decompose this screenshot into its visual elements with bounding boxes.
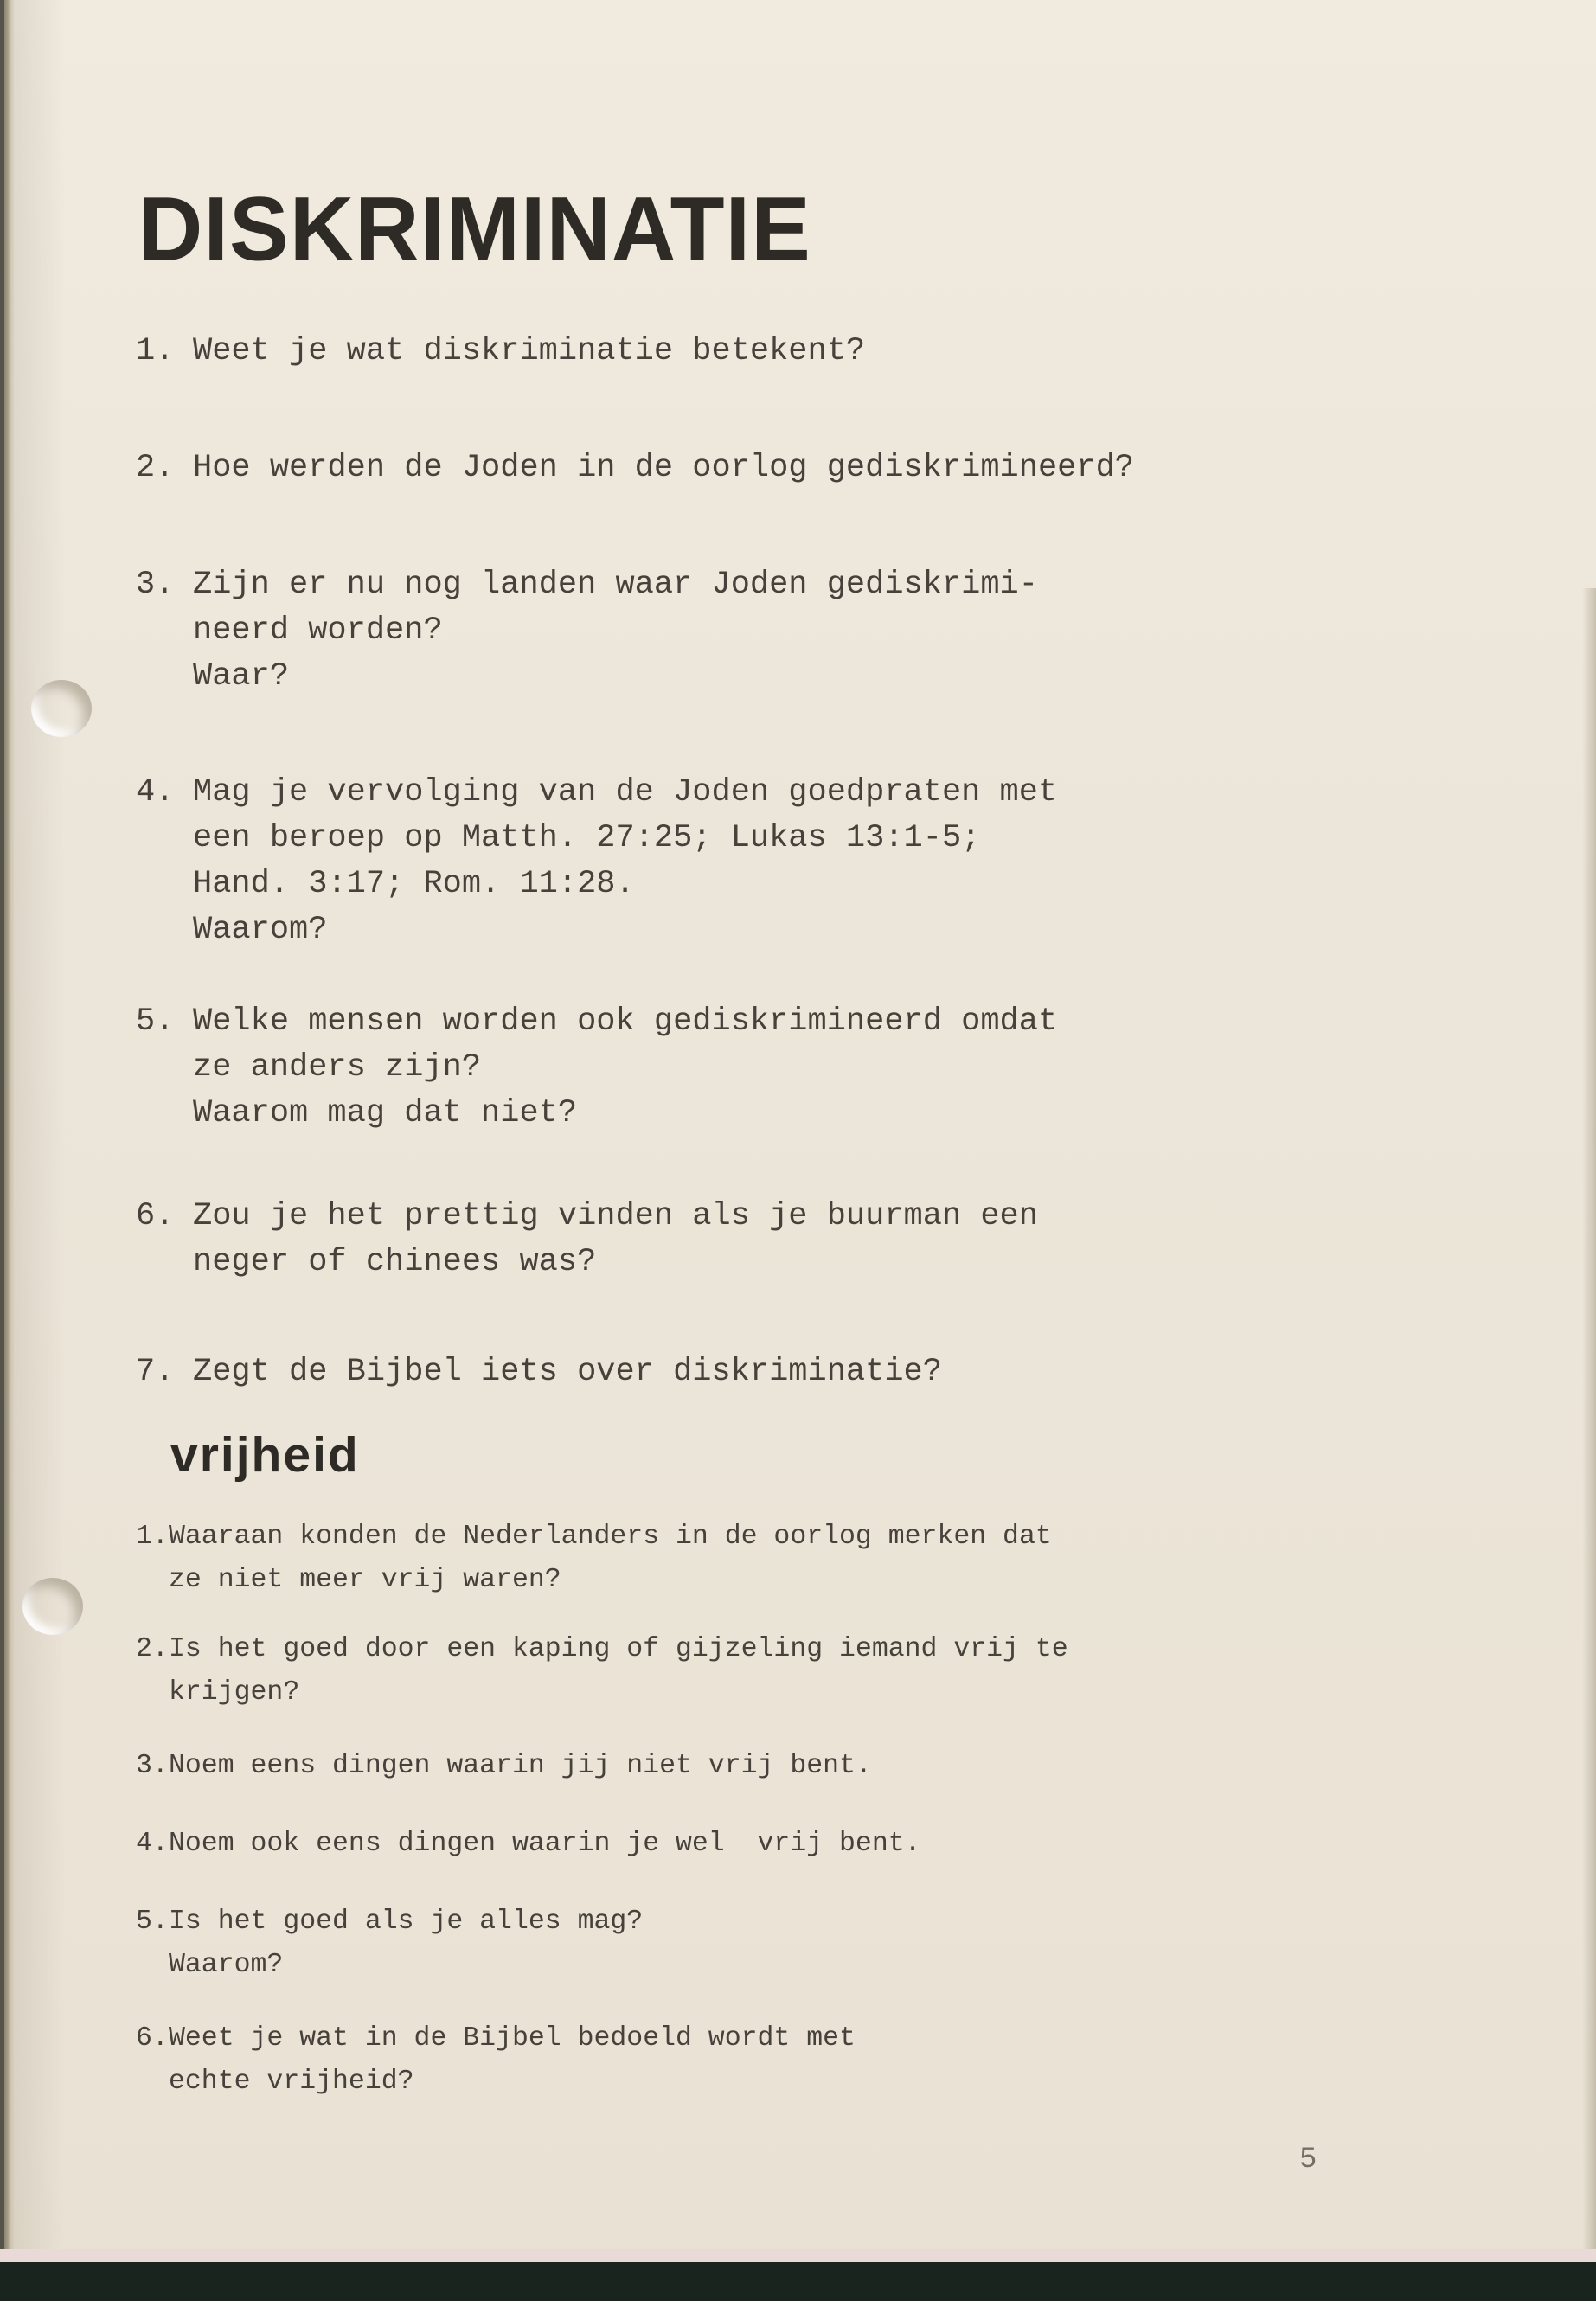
- question-line: Zou je het prettig vinden als je buurman een: [193, 1198, 1038, 1234]
- question-line: ze anders zijn?: [193, 1049, 482, 1086]
- section-heading: vrijheid: [170, 1427, 360, 1483]
- question-number: 1.: [136, 1522, 169, 1552]
- section-diskriminatie: [136, 329, 1416, 1395]
- question-line: Mag je vervolging van de Joden goedpraten met: [193, 774, 1058, 811]
- question-item: [136, 329, 1416, 375]
- page-right-shadow: [1582, 588, 1596, 2301]
- question-number: 3.: [136, 567, 175, 603]
- question-line: Waarom?: [193, 912, 328, 948]
- question-line: Hand. 3:17; Rom. 11:28.: [193, 866, 635, 902]
- book-edge-bar: [0, 2262, 1596, 2301]
- question-item: [136, 1349, 1416, 1395]
- question-line: echte vrijheid?: [169, 2067, 414, 2097]
- question-line: Hoe werden de Joden in de oorlog gediskrimineerd?: [193, 450, 1134, 486]
- question-sections: [136, 329, 1416, 2104]
- punch-hole-icon: [22, 1578, 83, 1635]
- question-line: Waarom?: [169, 1950, 284, 1980]
- question-item: [136, 770, 1416, 953]
- page-number: 5: [1299, 2144, 1317, 2176]
- question-number: 3.: [136, 1751, 169, 1781]
- question-line: Weet je wat diskriminatie betekent?: [193, 333, 866, 369]
- question-line: Weet je wat in de Bijbel bedoeld wordt met: [169, 2023, 856, 2054]
- question-item: [136, 1900, 1416, 1987]
- question-line: neerd worden?: [193, 612, 443, 649]
- question-number: 1.: [136, 333, 175, 369]
- page-left-shadow: [14, 0, 66, 2301]
- section-vrijheid: [136, 1425, 1416, 2104]
- question-line: Is het goed als je alles mag?: [169, 1907, 644, 1937]
- question-number: 5.: [136, 1003, 175, 1040]
- question-item: [136, 1745, 1416, 1788]
- page-bottom-edge: [0, 2249, 1596, 2262]
- punch-hole-icon: [31, 680, 92, 737]
- page-left-edge: [0, 0, 14, 2301]
- question-number: 2.: [136, 1634, 169, 1664]
- question-item: [136, 1628, 1416, 1715]
- question-number: 6.: [136, 1198, 175, 1234]
- question-line: neger of chinees was?: [193, 1244, 597, 1280]
- question-item: [136, 999, 1416, 1137]
- question-line: Waaraan konden de Nederlanders in de oorlog merken dat: [169, 1522, 1052, 1552]
- question-item: [136, 445, 1416, 491]
- page-title: DISKRIMINATIE: [138, 177, 811, 280]
- question-line: Zegt de Bijbel iets over diskriminatie?: [193, 1354, 942, 1390]
- question-item: [136, 1516, 1416, 1602]
- question-item: [136, 562, 1416, 700]
- question-number: 5.: [136, 1907, 169, 1937]
- question-number: 7.: [136, 1354, 175, 1390]
- question-line: Noem eens dingen waarin jij niet vrij bent.: [169, 1751, 872, 1781]
- question-number: 4.: [136, 1829, 169, 1859]
- question-number: 4.: [136, 774, 175, 811]
- question-line: Zijn er nu nog landen waar Joden gediskrimi-: [193, 567, 1038, 603]
- question-line: Waarom mag dat niet?: [193, 1095, 578, 1131]
- question-item: [136, 1823, 1416, 1866]
- question-line: Noem ook eens dingen waarin je wel vrij bent.: [169, 1829, 921, 1859]
- question-item: [136, 2017, 1416, 2104]
- question-number: 6.: [136, 2023, 169, 2054]
- question-item: [136, 1194, 1416, 1285]
- question-line: Welke mensen worden ook gediskrimineerd omdat: [193, 1003, 1058, 1040]
- question-line: Waar?: [193, 658, 290, 695]
- question-line: een beroep op Matth. 27:25; Lukas 13:1-5;: [193, 820, 981, 856]
- question-line: ze niet meer vrij waren?: [169, 1565, 561, 1595]
- question-line: Is het goed door een kaping of gijzeling iemand vrij te: [169, 1634, 1068, 1664]
- question-line: krijgen?: [169, 1677, 300, 1708]
- question-number: 2.: [136, 450, 175, 486]
